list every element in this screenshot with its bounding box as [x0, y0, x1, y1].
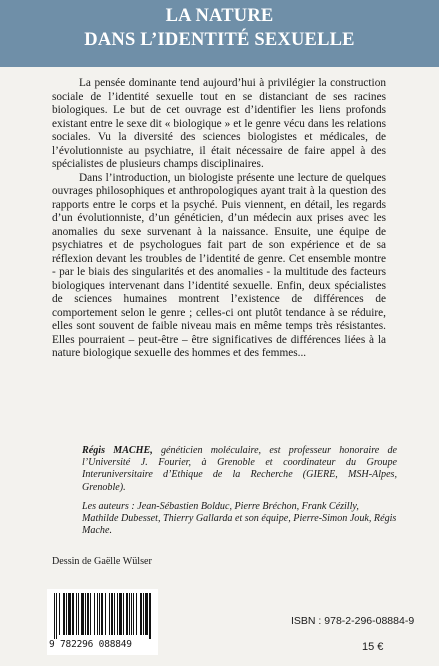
title-line-1: LA NATURE [165, 6, 274, 26]
authors-list: Les auteurs : Jean-Sébastien Bolduc, Pierre Bréchon, Frank Cézilly, Mathilde Dubesset, Thierry Gallarda et son équipe, Pierre-Simon Jouk, Régis Mache. [82, 501, 397, 537]
barcode [47, 589, 158, 655]
barcode-bars [54, 593, 152, 639]
summary-paragraph-2: Dans l’introduction, un biologiste présente une lecture de quelques ouvrages philosophiques et anthropologiques ayant trait à la question des rapports entre le corps et la psyché. Puis viennent, en détail, les regards d’un évolutionniste, d’un généticien, d’un médecin aux prises avec les anomalies du sexe survenant à la naissance. Ensuite, une équipe de psychiatres et de psychologues fait part de son expérience et de sa réflexion devant les troubles de l’identité de genre. Cet ensemble montre - par le biais des singularités et des anomalies - la multitude des facteurs biologiques intervenant dans l’identité sexuelle. Enfin, deux spécialistes de sciences humaines montrent l’existence de différences de comportement selon le genre ; celles-ci ont plutôt tendance à se réduire, elles sont souvent de faible niveau mais en même temps très résistantes. Elles pourraient – peut-être – être significatives de différences liées à la nature biologique sexuelle des hommes et des femmes... [52, 171, 386, 359]
illustration-credit: Dessin de Gaëlle Wülser [52, 556, 152, 567]
isbn: ISBN : 978-2-296-08884-9 [291, 615, 415, 627]
barcode-digits: 9 782296 088849 [49, 639, 132, 650]
book-summary [52, 77, 386, 361]
price: 15 € [362, 641, 384, 653]
editor-name: Régis MACHE, [82, 445, 153, 456]
editor-bio [82, 445, 397, 494]
summary-paragraph-1: La pensée dominante tend aujourd’hui à privilégier la construction sociale de l’identité sexuelle tout en se distanciant de ses racines biologiques. Le but de cet ouvrage est d’identifier les liens profonds existant entre le sexe dit « biologique » et le genre vécu dans les relations sociales. Vu la diversité des sciences biologistes et médicales, de l’évolutionniste au psychiatre, il était nécessaire de faire appel à des spécialistes de plusieurs champs disciplinaires. [52, 77, 386, 170]
editor-bio-text: généticien moléculaire, est professeur honoraire de l’Université J. Fourier, à Grenoble et coordinateur du Groupe Interuniversitaire d’Ethique de la Recherche (GIERE, MSH-Alpes, Grenoble). [82, 445, 397, 493]
title-line-2: DANS L’IDENTITÉ SEXUELLE [84, 30, 355, 50]
